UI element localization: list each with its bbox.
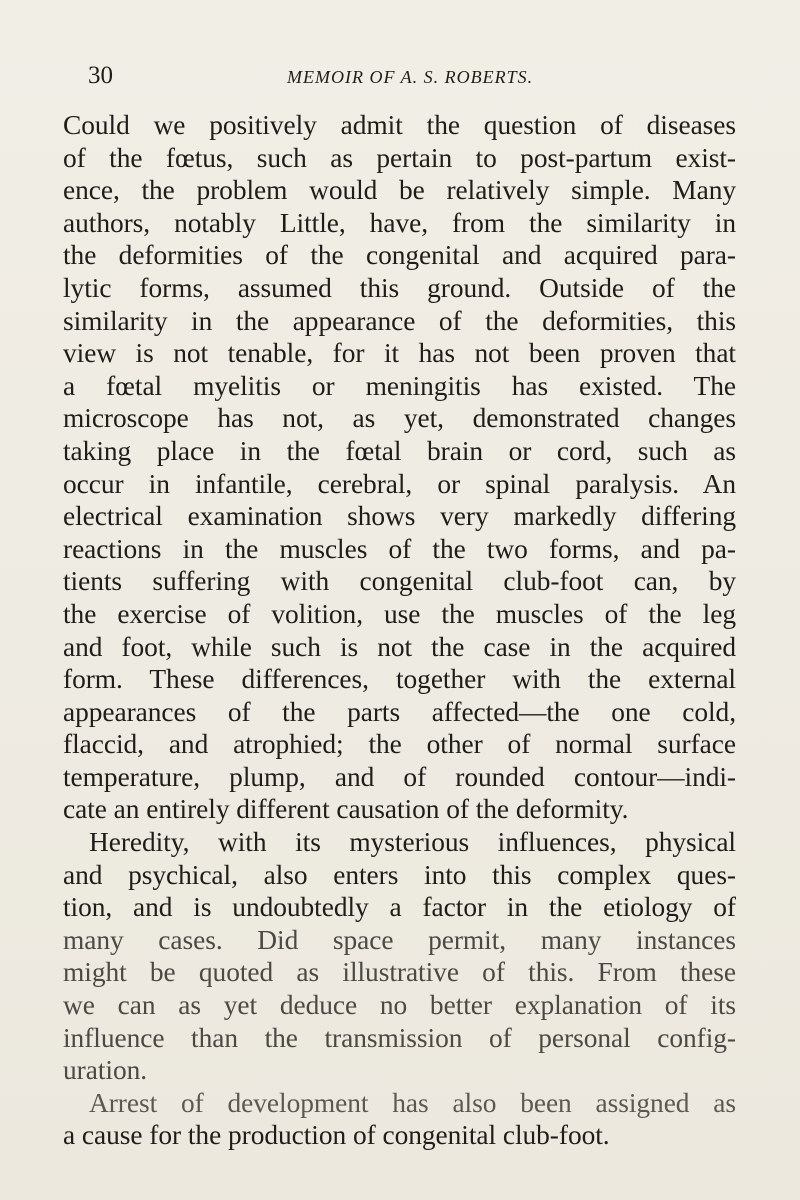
text-line: ence, the problem would be relatively simple. Many [63,175,736,206]
text-line: Arrest of development has also been assigned as [89,1087,736,1118]
text-line: microscope has not, as yet, demonstrated changes [63,403,736,434]
text-line: and psychical, also enters into this complex ques- [63,859,736,890]
text-line: Could we positively admit the question of diseases [63,110,736,140]
page-number: 30 [88,62,113,89]
text-line: temperature, plump, and of rounded contour—indi- [63,761,736,792]
text-line: the exercise of volition, use the muscles of the leg [63,598,736,629]
text-line: uration. [63,1055,148,1086]
text-line: lytic forms, assumed this ground. Outside of the [63,272,736,303]
running-head: MEMOIR OF A. S. ROBERTS. [287,67,534,87]
text-line: form. These differences, together with the external [63,664,736,695]
text-line: cate an entirely different causation of the deformity. [63,794,629,825]
text-line: a fœtal myelitis or meningitis has existed. The [63,370,736,401]
text-line: influence than the transmission of personal config- [63,1022,736,1053]
text-line: similarity in the appearance of the deformities, this [63,305,736,336]
text-line: electrical examination shows very markedly differing [63,501,736,532]
text-line: the deformities of the congenital and acquired para- [63,240,736,271]
text-line: appearances of the parts affected—the one cold, [63,696,736,727]
text-line: of the fœtus, such as pertain to post-partum exist- [63,142,736,173]
text-line: authors, notably Little, have, from the similarity in [63,207,736,238]
text-line: view is not tenable, for it has not been proven that [63,338,736,369]
text-line: reactions in the muscles of the two forms, and pa- [63,533,736,564]
body-text [63,109,736,1152]
text-line: tients suffering with congenital club-foot can, by [63,566,736,597]
text-line: we can as yet deduce no better explanation of its [63,990,736,1021]
text-line: a cause for the production of congenital club-foot. [63,1120,610,1151]
text-line: might be quoted as illustrative of this. From these [63,957,736,988]
text-line: many cases. Did space permit, many instances [63,924,736,955]
text-line: flaccid, and atrophied; the other of normal surface [63,729,736,760]
text-line: Heredity, with its mysterious influences, physical [89,827,736,858]
page-header [88,62,738,90]
text-line: taking place in the fœtal brain or cord, such as [63,435,736,466]
text-line: tion, and is undoubtedly a factor in the etiology of [63,892,736,923]
text-line: and foot, while such is not the case in the acquired [63,631,736,662]
text-line: occur in infantile, cerebral, or spinal paralysis. An [63,468,736,499]
